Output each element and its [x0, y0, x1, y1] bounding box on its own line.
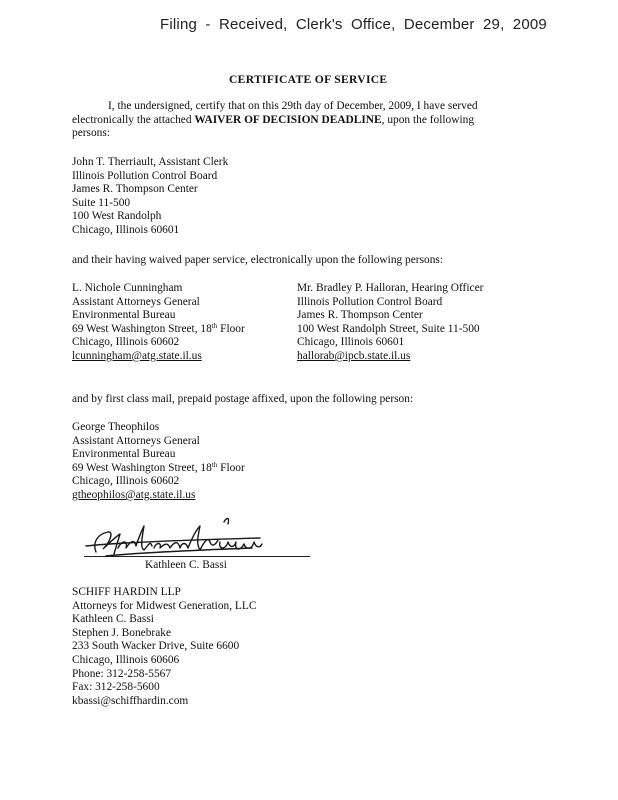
- primary-recipient-line: 100 West Randolph: [72, 210, 162, 223]
- signature-stroke: [154, 543, 188, 548]
- waived-left-city: Chicago, Illinois 60602: [72, 336, 180, 349]
- waived-left-email-link[interactable]: lcunningham@atg.state.il.us: [72, 349, 202, 362]
- waived-service-intro: and their having waived paper service, electronically upon the following persons:: [72, 254, 444, 266]
- primary-recipient-block: [72, 156, 228, 238]
- firm-fax: Fax: 312-258-5600: [72, 681, 160, 694]
- firm-line: Attorneys for Midwest Generation, LLC: [72, 599, 257, 612]
- primary-recipient-line: Chicago, Illinois 60601: [72, 223, 180, 236]
- primary-recipient-line: Illinois Pollution Control Board: [72, 169, 218, 182]
- waived-right-line: 100 West Randolph Street, Suite 11-500: [297, 322, 480, 335]
- firm-line: 233 South Wacker Drive, Suite 6600: [72, 640, 240, 653]
- intro-line-1: I, the undersigned, certify that on this 29th day of December, 2009, I have served: [108, 100, 478, 112]
- street-text: 69 West Washington Street, 18: [72, 461, 212, 474]
- waived-right-line: Chicago, Illinois 60601: [297, 336, 405, 349]
- waived-left-street: [72, 323, 245, 337]
- waived-right-line: James R. Thompson Center: [297, 309, 423, 322]
- mail-recipient-city: Chicago, Illinois 60602: [72, 475, 180, 488]
- firm-email: kbassi@schiffhardin.com: [72, 694, 189, 707]
- handwritten-signature: [84, 512, 284, 562]
- signature-stroke: [188, 526, 218, 550]
- signature-stroke: [95, 532, 120, 554]
- intro-line-2: [72, 114, 512, 128]
- signer-name: Kathleen C. Bassi: [145, 559, 227, 571]
- signature-line: [84, 556, 310, 557]
- mail-recipient-email-link[interactable]: gtheophilos@atg.state.il.us: [72, 488, 196, 501]
- mail-recipient-street: [72, 462, 245, 476]
- firm-name: SCHIFF HARDIN LLP: [72, 586, 181, 598]
- waived-left-line: L. Nichole Cunningham: [72, 282, 183, 294]
- firm-block: [72, 586, 256, 708]
- waived-left-line: Environmental Bureau: [72, 309, 176, 322]
- ordinal-suffix: th: [211, 321, 218, 330]
- mail-recipient-line: Assistant Attorneys General: [72, 434, 200, 447]
- mail-recipient-line: George Theophilos: [72, 421, 160, 433]
- waived-recipient-left: [72, 282, 245, 364]
- mail-recipient-block: [72, 421, 245, 503]
- intro-line-3: persons:: [72, 127, 110, 140]
- waived-right-email-link[interactable]: hallorab@ipcb.state.il.us: [297, 349, 411, 362]
- waived-recipient-right: [297, 282, 483, 364]
- primary-recipient-line: Suite 11-500: [72, 196, 131, 209]
- signature-stroke: [106, 548, 252, 556]
- intro-line-2-prefix: electronically the attached: [72, 113, 195, 126]
- signature-stroke: [224, 519, 229, 525]
- ordinal-suffix: th: [211, 460, 218, 469]
- mail-service-intro: and by first class mail, prepaid postage affixed, upon the following person:: [72, 393, 414, 405]
- mail-recipient-line: Environmental Bureau: [72, 448, 176, 461]
- street-text: 69 West Washington Street, 18: [72, 322, 212, 335]
- firm-line: Kathleen C. Bassi: [72, 613, 154, 626]
- street-floor: Floor: [217, 461, 245, 474]
- firm-line: Chicago, Illinois 60606: [72, 653, 180, 666]
- intro-paragraph: [72, 100, 512, 141]
- signature-stroke: [118, 526, 152, 550]
- firm-line: Stephen J. Bonebrake: [72, 626, 172, 639]
- certificate-title: CERTIFICATE OF SERVICE: [229, 73, 388, 86]
- primary-recipient-line: James R. Thompson Center: [72, 183, 198, 196]
- waived-left-line: Assistant Attorneys General: [72, 295, 200, 308]
- intro-line-2-suffix: , upon the following: [381, 113, 475, 126]
- document-name: WAIVER OF DECISION DEADLINE: [194, 113, 382, 126]
- waived-right-line: Illinois Pollution Control Board: [297, 295, 443, 308]
- primary-recipient-line: John T. Therriault, Assistant Clerk: [72, 156, 229, 168]
- waived-right-line: Mr. Bradley P. Halloran, Hearing Officer: [297, 282, 484, 294]
- filing-header: Filing - Received, Clerk's Office, December 29, 2009: [160, 16, 547, 33]
- firm-phone: Phone: 312-258-5567: [72, 667, 172, 680]
- street-floor: Floor: [217, 322, 245, 335]
